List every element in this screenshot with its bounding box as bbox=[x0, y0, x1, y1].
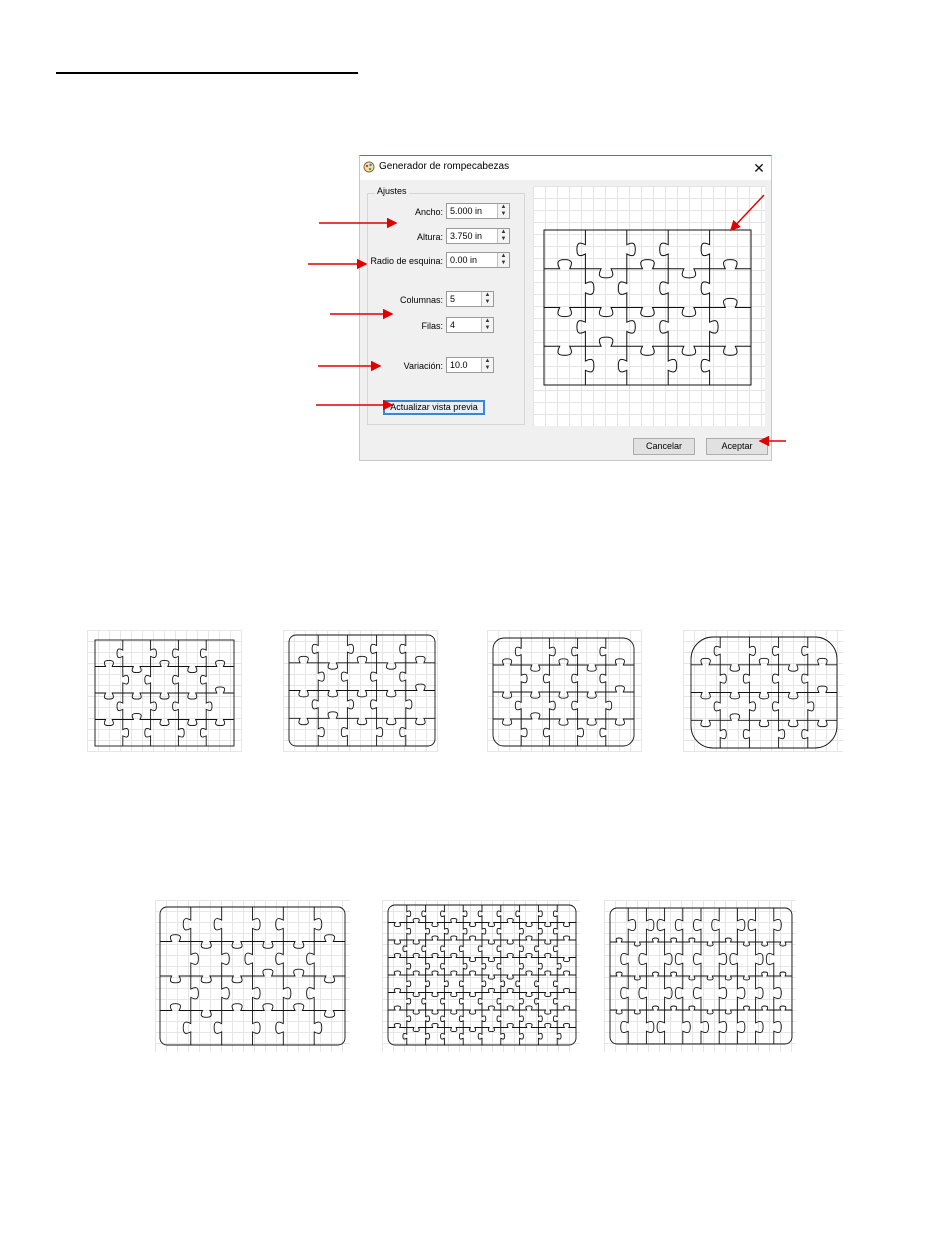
height-value: 3.750 in bbox=[450, 231, 483, 241]
rows-label: Filas: bbox=[421, 321, 443, 331]
example-puzzle-drawing bbox=[87, 630, 242, 752]
puzzle-cut-horizontal bbox=[95, 713, 234, 725]
cancel-button[interactable]: Cancelar bbox=[633, 438, 695, 455]
arrow-to-preview bbox=[731, 195, 764, 230]
example-puzzle-6 bbox=[382, 900, 580, 1052]
example-puzzle-4 bbox=[683, 630, 843, 752]
puzzle-cut-horizontal bbox=[691, 658, 837, 671]
spin-down-icon[interactable]: ▼ bbox=[500, 236, 507, 242]
spin-down-icon[interactable]: ▼ bbox=[484, 365, 491, 371]
corner-radius-label: Radio de esquina: bbox=[370, 256, 443, 266]
dialog-title: Generador de rompecabezas bbox=[379, 161, 510, 172]
height-label: Altura: bbox=[416, 232, 443, 242]
puzzle-cut-horizontal bbox=[95, 660, 234, 672]
rows-value: 4 bbox=[450, 320, 456, 330]
spin-down-icon[interactable]: ▼ bbox=[484, 325, 491, 331]
update-preview-button[interactable]: Actualizar vista previa bbox=[383, 400, 485, 415]
accept-button[interactable]: Aceptar bbox=[706, 438, 768, 455]
example-puzzle-5 bbox=[155, 900, 350, 1052]
close-icon[interactable]: ✕ bbox=[753, 160, 765, 176]
variation-value: 10.0 bbox=[450, 360, 468, 370]
spin-down-icon[interactable]: ▼ bbox=[500, 211, 507, 217]
spin-up-icon[interactable]: ▲ bbox=[484, 292, 491, 298]
example-puzzle-7 bbox=[604, 900, 796, 1052]
puzzle-cut-horizontal bbox=[493, 713, 634, 725]
settings-group-title: Ajustes bbox=[377, 186, 407, 196]
columns-value: 5 bbox=[450, 294, 456, 304]
puzzle-cut-horizontal bbox=[289, 656, 435, 669]
example-puzzle-drawing bbox=[155, 900, 350, 1052]
example-puzzle-drawing bbox=[382, 900, 580, 1052]
puzzle-cut-horizontal bbox=[289, 684, 435, 697]
variation-label: Variación: bbox=[403, 361, 443, 371]
example-puzzle-drawing bbox=[487, 630, 642, 752]
example-puzzle-2 bbox=[283, 630, 438, 752]
spin-down-icon[interactable]: ▼ bbox=[500, 260, 507, 266]
example-puzzle-drawing bbox=[283, 630, 438, 752]
example-puzzle-drawing bbox=[683, 630, 843, 752]
example-puzzle-drawing bbox=[604, 900, 796, 1052]
width-label: Ancho: bbox=[414, 207, 443, 217]
spin-down-icon[interactable]: ▼ bbox=[484, 299, 491, 305]
width-value: 5.000 in bbox=[450, 206, 483, 216]
puzzle-cut-horizontal bbox=[493, 659, 634, 671]
spin-up-icon[interactable]: ▲ bbox=[500, 229, 507, 235]
example-puzzle-1 bbox=[87, 630, 242, 752]
annotation-arrows bbox=[0, 0, 950, 470]
puzzle-cut-horizontal bbox=[691, 714, 837, 727]
columns-label: Columnas: bbox=[399, 295, 443, 305]
example-puzzle-3 bbox=[487, 630, 642, 752]
spin-up-icon[interactable]: ▲ bbox=[500, 253, 507, 259]
puzzle-cut-horizontal bbox=[691, 686, 837, 699]
corner-radius-value: 0.00 in bbox=[450, 255, 478, 265]
puzzle-cut-horizontal bbox=[95, 687, 234, 699]
spin-up-icon[interactable]: ▲ bbox=[500, 204, 507, 210]
spin-up-icon[interactable]: ▲ bbox=[484, 318, 491, 324]
puzzle-cut-horizontal bbox=[493, 686, 634, 698]
puzzle-cut-horizontal bbox=[289, 712, 435, 725]
spin-up-icon[interactable]: ▲ bbox=[484, 358, 491, 364]
